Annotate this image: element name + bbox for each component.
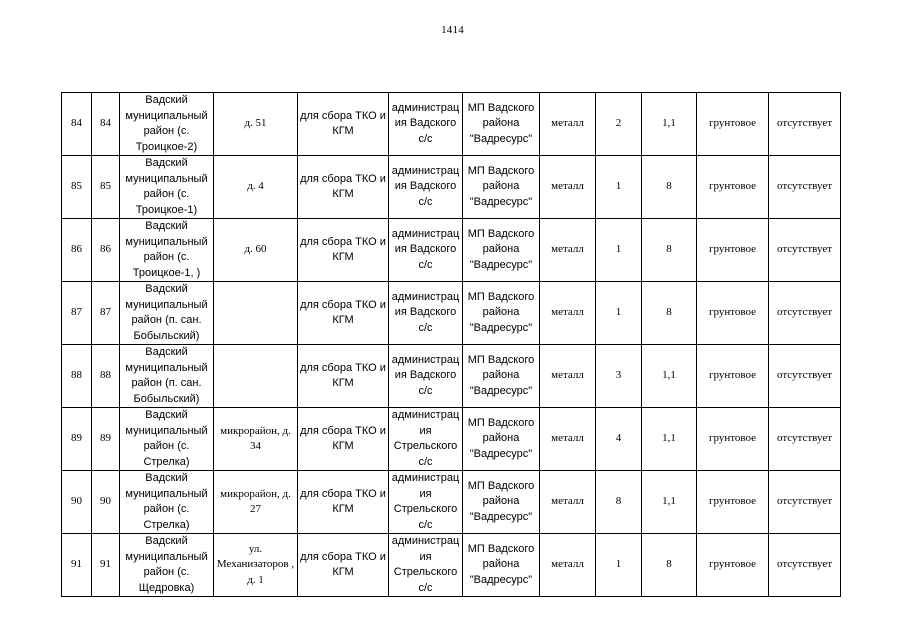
registry-table	[61, 92, 841, 597]
material-cell: металл	[540, 93, 596, 156]
row-number-cell: 88	[62, 345, 92, 408]
row-number-cell: 90	[62, 471, 92, 534]
purpose-cell: для сбора ТКО и КГМ	[298, 345, 389, 408]
operator-cell: МП Вадского района "Вадресурс"	[463, 471, 540, 534]
row-number-cell: 89	[62, 408, 92, 471]
row-number-cell: 87	[62, 282, 92, 345]
location-cell: Вадский муниципальный район (с. Щедровка)	[120, 534, 214, 597]
address-cell	[214, 345, 298, 408]
fence-cell: отсутствует	[769, 282, 841, 345]
location-cell: Вадский муниципальный район (с. Троицкое-2)	[120, 93, 214, 156]
operator-cell: МП Вадского района "Вадресурс"	[463, 93, 540, 156]
location-cell: Вадский муниципальный район (п. сан. Бобыльский)	[120, 345, 214, 408]
table-row	[62, 408, 841, 471]
count-cell: 1	[596, 282, 642, 345]
volume-cell: 8	[642, 534, 697, 597]
material-cell: металл	[540, 219, 596, 282]
purpose-cell: для сбора ТКО и КГМ	[298, 408, 389, 471]
material-cell: металл	[540, 345, 596, 408]
row-number-cell: 86	[62, 219, 92, 282]
volume-cell: 8	[642, 156, 697, 219]
owner-cell: администрац ия Вадского с/с	[389, 282, 463, 345]
volume-cell: 1,1	[642, 345, 697, 408]
row-id-cell: 85	[92, 156, 120, 219]
operator-cell: МП Вадского района "Вадресурс"	[463, 219, 540, 282]
page-number: 1414	[441, 24, 464, 36]
location-cell: Вадский муниципальный район (с. Троицкое-1)	[120, 156, 214, 219]
row-number-cell: 91	[62, 534, 92, 597]
location-cell: Вадский муниципальный район (с. Стрелка)	[120, 471, 214, 534]
volume-cell: 1,1	[642, 408, 697, 471]
table-row	[62, 219, 841, 282]
row-number-cell: 85	[62, 156, 92, 219]
table-row	[62, 534, 841, 597]
owner-cell: администрац ия Стрельского с/с	[389, 408, 463, 471]
fence-cell: отсутствует	[769, 345, 841, 408]
address-cell: д. 51	[214, 93, 298, 156]
owner-cell: администрац ия Вадского с/с	[389, 93, 463, 156]
count-cell: 8	[596, 471, 642, 534]
fence-cell: отсутствует	[769, 534, 841, 597]
material-cell: металл	[540, 282, 596, 345]
address-cell: микрорайон, д. 27	[214, 471, 298, 534]
volume-cell: 1,1	[642, 471, 697, 534]
purpose-cell: для сбора ТКО и КГМ	[298, 282, 389, 345]
purpose-cell: для сбора ТКО и КГМ	[298, 534, 389, 597]
operator-cell: МП Вадского района "Вадресурс"	[463, 345, 540, 408]
row-id-cell: 90	[92, 471, 120, 534]
purpose-cell: для сбора ТКО и КГМ	[298, 93, 389, 156]
count-cell: 4	[596, 408, 642, 471]
table-row	[62, 93, 841, 156]
count-cell: 1	[596, 534, 642, 597]
material-cell: металл	[540, 156, 596, 219]
fence-cell: отсутствует	[769, 408, 841, 471]
owner-cell: администрац ия Вадского с/с	[389, 219, 463, 282]
table-row	[62, 471, 841, 534]
row-id-cell: 86	[92, 219, 120, 282]
row-id-cell: 91	[92, 534, 120, 597]
purpose-cell: для сбора ТКО и КГМ	[298, 156, 389, 219]
surface-cell: грунтовое	[697, 534, 769, 597]
table-row	[62, 282, 841, 345]
surface-cell: грунтовое	[697, 93, 769, 156]
surface-cell: грунтовое	[697, 156, 769, 219]
owner-cell: администрац ия Вадского с/с	[389, 156, 463, 219]
surface-cell: грунтовое	[697, 219, 769, 282]
location-cell: Вадский муниципальный район (с. Троицкое-1, )	[120, 219, 214, 282]
owner-cell: администрац ия Стрельского с/с	[389, 471, 463, 534]
operator-cell: МП Вадского района "Вадресурс"	[463, 534, 540, 597]
volume-cell: 8	[642, 282, 697, 345]
count-cell: 2	[596, 93, 642, 156]
material-cell: металл	[540, 534, 596, 597]
owner-cell: администрац ия Вадского с/с	[389, 345, 463, 408]
operator-cell: МП Вадского района "Вадресурс"	[463, 282, 540, 345]
fence-cell: отсутствует	[769, 156, 841, 219]
surface-cell: грунтовое	[697, 471, 769, 534]
address-cell: микрорайон, д. 34	[214, 408, 298, 471]
owner-cell: администрац ия Стрельского с/с	[389, 534, 463, 597]
surface-cell: грунтовое	[697, 408, 769, 471]
operator-cell: МП Вадского района "Вадресурс"	[463, 156, 540, 219]
table-row	[62, 156, 841, 219]
purpose-cell: для сбора ТКО и КГМ	[298, 471, 389, 534]
address-cell: д. 4	[214, 156, 298, 219]
address-cell: ул. Механизаторов , д. 1	[214, 534, 298, 597]
row-id-cell: 88	[92, 345, 120, 408]
row-number-cell: 84	[62, 93, 92, 156]
row-id-cell: 87	[92, 282, 120, 345]
fence-cell: отсутствует	[769, 471, 841, 534]
volume-cell: 8	[642, 219, 697, 282]
table-row	[62, 345, 841, 408]
surface-cell: грунтовое	[697, 282, 769, 345]
address-cell: д. 60	[214, 219, 298, 282]
surface-cell: грунтовое	[697, 345, 769, 408]
material-cell: металл	[540, 408, 596, 471]
address-cell	[214, 282, 298, 345]
operator-cell: МП Вадского района "Вадресурс"	[463, 408, 540, 471]
row-id-cell: 84	[92, 93, 120, 156]
row-id-cell: 89	[92, 408, 120, 471]
count-cell: 1	[596, 219, 642, 282]
fence-cell: отсутствует	[769, 219, 841, 282]
location-cell: Вадский муниципальный район (п. сан. Бобыльский)	[120, 282, 214, 345]
material-cell: металл	[540, 471, 596, 534]
registry-body	[62, 93, 841, 597]
volume-cell: 1,1	[642, 93, 697, 156]
location-cell: Вадский муниципальный район (с. Стрелка)	[120, 408, 214, 471]
count-cell: 1	[596, 156, 642, 219]
fence-cell: отсутствует	[769, 93, 841, 156]
count-cell: 3	[596, 345, 642, 408]
purpose-cell: для сбора ТКО и КГМ	[298, 219, 389, 282]
